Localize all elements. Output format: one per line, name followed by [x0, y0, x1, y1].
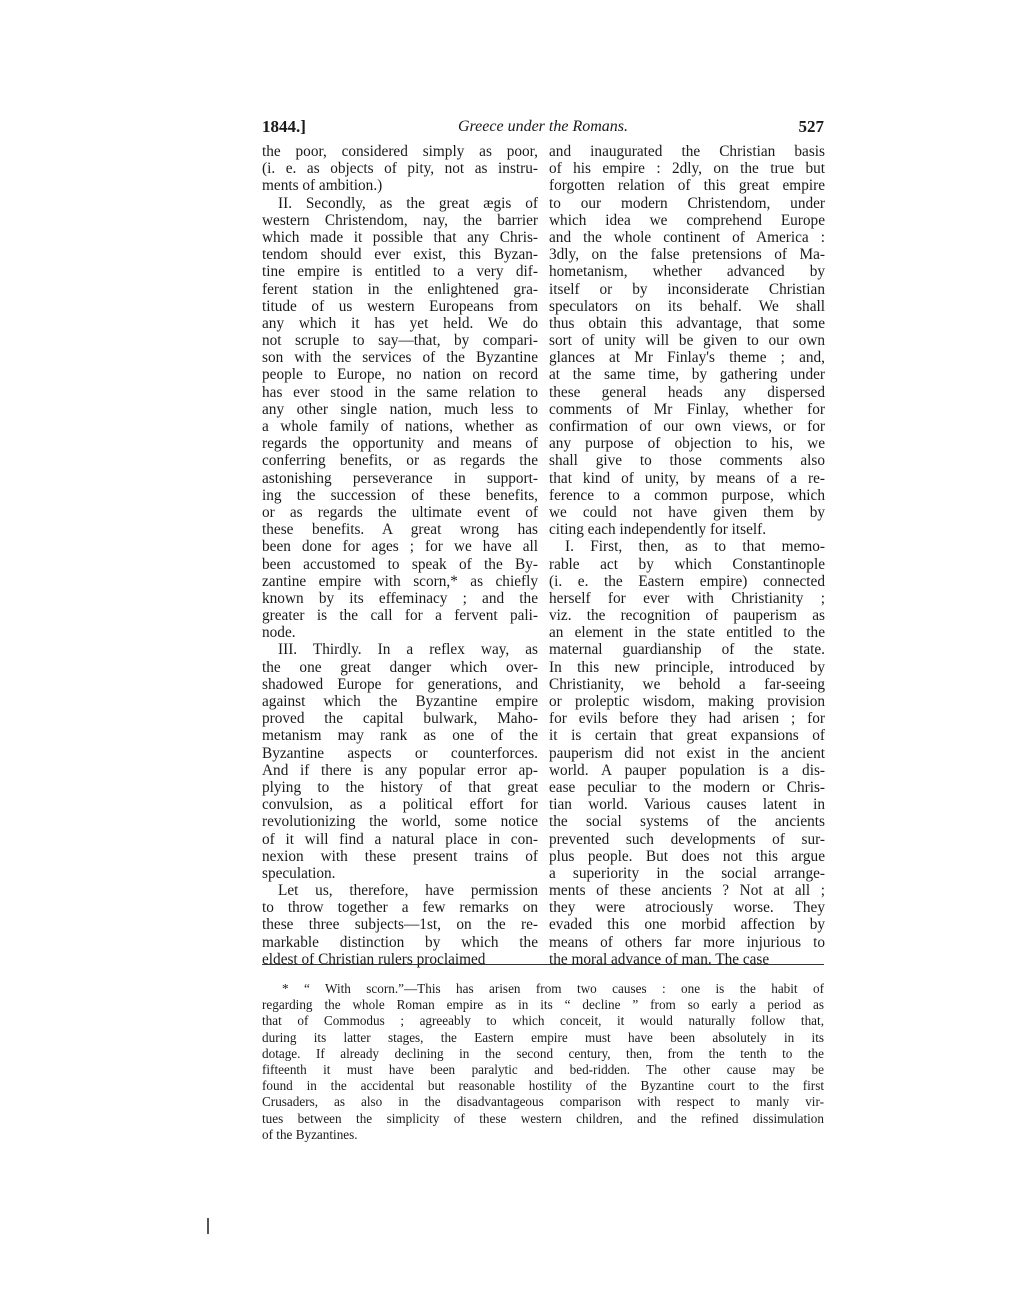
margin-mark	[207, 1218, 209, 1234]
text-line: maternal guardianship of the state.	[549, 641, 825, 659]
text-line: of it will find a natural place in con-	[262, 830, 538, 848]
text-line: speculation.	[262, 864, 336, 882]
text-line: prevented such developments of sur-	[549, 830, 825, 848]
text-line: the poor, considered simply as poor,	[262, 143, 538, 160]
text-line: Byzantine aspects or counterforces.	[262, 744, 538, 762]
text-line: convulsion, as a political effort for	[262, 796, 538, 814]
text-line: herself for ever with Christianity ;	[549, 589, 825, 607]
text-line: conferring benefits, or as regards the	[262, 452, 538, 470]
text-line: speculators on its behalf. We shall	[549, 297, 825, 315]
text-line: known by its effeminacy ; and the	[262, 589, 538, 607]
text-line: found in the accidental but reasonable hostility of the Byzantine court to the first	[262, 1078, 824, 1094]
text-line: Christianity, we behold a far-seeing	[549, 675, 825, 693]
text-line: ease peculiar to the modern or Chris-	[549, 778, 825, 796]
left-column	[262, 143, 538, 968]
text-line: Crusaders, as also in the disadvantageous comparison with respect to manly vir-	[262, 1094, 824, 1110]
footnote	[262, 981, 824, 1143]
text-line: tine empire is entitled to a very dif-	[262, 263, 538, 281]
text-line: we could not have given them by	[549, 503, 825, 521]
text-line: (i. e. as objects of pity, not as instru-	[262, 160, 538, 178]
text-line: node.	[262, 624, 296, 642]
page-number: 527	[798, 117, 824, 136]
text-line: evaded this one morbid affection by	[549, 916, 825, 934]
text-line: tendom should ever exist, this Byzan-	[262, 246, 538, 264]
text-line: eldest of Christian rulers proclaimed	[262, 950, 486, 968]
text-line: Let us, therefore, have permission	[278, 882, 538, 900]
text-line: II. Secondly, as the great ægis of	[278, 194, 538, 212]
text-line: hometanism, whether advanced by	[549, 263, 825, 281]
text-line: has ever stood in the same relation to	[262, 383, 538, 401]
text-line: or as regards the ultimate event of	[262, 503, 538, 521]
text-line: ments of ambition.)	[262, 177, 383, 195]
text-line: dotage. If already declining in the second century, then, from the tenth to the	[262, 1045, 824, 1061]
header-year: 1844.]	[262, 117, 306, 136]
text-line: ments of these ancients ? Not at all ;	[549, 882, 825, 900]
text-line: to throw together a few remarks on	[262, 899, 538, 917]
text-line: means of others far more injurious to	[549, 933, 825, 951]
text-line: at the same time, by gathering under	[549, 366, 825, 384]
text-line: been accustomed to speak of the By-	[262, 555, 538, 573]
text-line: tian world. Various causes latent in	[549, 796, 825, 814]
text-line: In this new principle, introduced by	[549, 658, 825, 676]
text-line: sort of unity will be given to our own	[549, 332, 825, 350]
text-line: tues between the simplicity of these western children, and the refined dissimulation	[262, 1110, 824, 1126]
footnote-divider	[262, 964, 824, 965]
text-line: zantine empire with scorn,* as chiefly	[262, 572, 538, 590]
text-line: any purpose of objection to his, we	[549, 435, 825, 453]
text-line: any which it has yet held. We do	[262, 314, 538, 332]
text-line: or proleptic wisdom, making provision	[549, 693, 825, 710]
text-line: fifteenth it must have been paralytic and bed-ridden. The other cause may be	[262, 1061, 824, 1077]
text-line: been done for ages ; for we have all	[262, 538, 538, 556]
text-line: ing the succession of these benefits,	[262, 486, 538, 504]
text-line: which made it possible that any Chris-	[262, 228, 538, 246]
text-line: and inaugurated the Christian basis	[549, 143, 825, 160]
text-line: regarding the whole Roman empire as in its “ decline ” from so early a period as	[262, 997, 824, 1013]
text-line: viz. the recognition of pauperism as	[549, 607, 825, 625]
running-header	[262, 117, 824, 139]
text-line: any other single nation, much less to	[262, 400, 538, 418]
text-line: plus people. But does not this argue	[549, 847, 825, 865]
text-line: regards the opportunity and means of	[262, 435, 538, 453]
text-line: (i. e. the Eastern empire) connected	[549, 572, 825, 590]
text-line: pauperism did not exist in the ancient	[549, 744, 825, 762]
text-line: it is certain that great expansions of	[549, 727, 825, 745]
text-line: and the whole continent of America :	[549, 228, 825, 246]
text-line: And if there is any popular error ap-	[262, 761, 538, 779]
text-line: of the Byzantines.	[262, 1126, 358, 1142]
text-line: an element in the state entitled to the	[549, 624, 825, 642]
text-line: the moral advance of man. The case	[549, 950, 770, 968]
text-line: astonishing perseverance in support-	[262, 469, 538, 487]
header-title: Greece under the Romans.	[457, 118, 629, 135]
text-line: for evils before they had arisen ; for	[549, 710, 825, 728]
text-line: not scruple to say—that, by compari-	[262, 332, 538, 350]
text-line: son with the services of the Byzantine	[262, 349, 538, 367]
text-line: comments of Mr Finlay, whether for	[549, 400, 825, 418]
text-line: to our modern Christendom, under	[549, 194, 825, 212]
text-line: the one great danger which over-	[262, 658, 538, 676]
text-line: these three subjects—1st, on the re-	[262, 916, 538, 934]
text-line: people to Europe, no nation on record	[262, 366, 538, 384]
text-line: plying to the history of that great	[262, 778, 538, 796]
text-line: these benefits. A great wrong has	[262, 521, 538, 539]
text-line: against which the Byzantine empire	[262, 693, 538, 710]
text-line: that kind of unity, by means of a re-	[549, 469, 825, 487]
text-line: a superiority in the social arrange-	[549, 864, 825, 882]
text-line: * “ With scorn.”—This has arisen from two causes : one is the habit of	[282, 981, 824, 996]
text-line: ferent station in the enlightened gra-	[262, 280, 538, 298]
text-line: confirmation of our own views, or for	[549, 418, 825, 435]
text-line: these general heads any dispersed	[549, 383, 825, 401]
text-line: world. A pauper population is a dis-	[549, 761, 825, 779]
text-line: shall give to those comments also	[549, 452, 825, 470]
text-line: citing each independently for itself.	[549, 521, 767, 539]
text-line: proved the capital bulwark, Maho-	[262, 710, 538, 728]
text-line: a whole family of nations, whether as	[262, 418, 538, 435]
text-line: glances at Mr Finlay's theme ; and,	[549, 349, 825, 367]
text-line: which idea we comprehend Europe	[549, 211, 825, 229]
text-line: greater is the call for a fervent pali-	[262, 607, 538, 625]
right-column	[549, 143, 825, 968]
text-line: western Christendom, nay, the barrier	[262, 211, 538, 229]
text-line: metanism may rank as one of the	[262, 727, 538, 745]
text-line: markable distinction by which the	[262, 933, 538, 951]
text-line: titude of us western Europeans from	[262, 297, 538, 315]
text-line: the social systems of the ancients	[549, 813, 825, 831]
text-line: ference to a common purpose, which	[549, 486, 825, 504]
text-line: of his empire : 2dly, on the true but	[549, 160, 825, 178]
text-line: they were atrociously worse. They	[549, 899, 825, 917]
text-line: shadowed Europe for generations, and	[262, 675, 538, 693]
text-line: 3dly, on the false pretensions of Ma-	[549, 246, 825, 264]
text-line: forgotten relation of this great empire	[549, 177, 825, 195]
text-line: III. Thirdly. In a reflex way, as	[278, 641, 538, 659]
text-line: itself or by inconsiderate Christian	[549, 280, 825, 298]
text-line: rable act by which Constantinople	[549, 555, 825, 573]
text-line: that of Commodus ; agreeably to which conceit, it would naturally follow that,	[262, 1013, 824, 1029]
text-line: thus obtain this advantage, that some	[549, 314, 825, 332]
text-line: nexion with these present trains of	[262, 847, 538, 865]
text-line: revolutionizing the world, some notice	[262, 813, 538, 831]
text-line: during its latter stages, the Eastern empire must have been absolutely in its	[262, 1029, 824, 1045]
text-line: I. First, then, as to that memo-	[565, 538, 825, 556]
